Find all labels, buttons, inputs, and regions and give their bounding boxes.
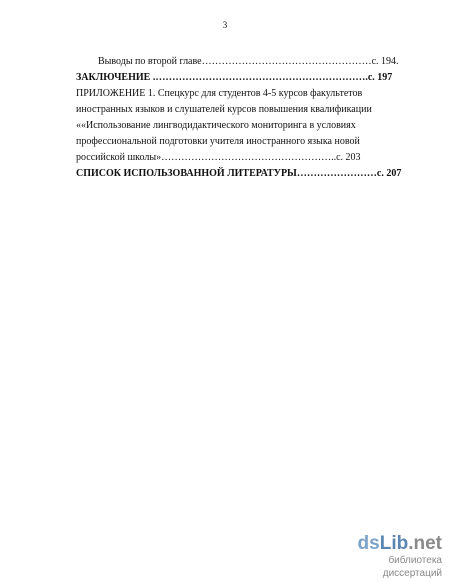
dslib-watermark-logo[interactable] [338, 534, 442, 580]
toc-line: ««Использование лингводидактического мониторинга в условиях [76, 120, 356, 131]
watermark-ds: ds [357, 533, 380, 554]
page-number: 3 [222, 20, 228, 30]
toc-line: ЗАКЛЮЧЕНИЕ .……………………………………………………….с. 197 [76, 72, 393, 83]
toc-line: ПРИЛОЖЕНИЕ 1. Спецкурс для студентов 4-5 курсов факультетов [76, 88, 363, 99]
toc-line: СПИСОК ИСПОЛЬЗОВАННОЙ ЛИТЕРАТУРЫ……………………с. 207 [76, 168, 402, 179]
watermark-tagline: библиотека диссертаций [382, 555, 442, 579]
watermark-brand [338, 534, 442, 554]
toc-line: российской школы»……………………………………………..с. 203 [76, 152, 361, 163]
watermark-net: .net [408, 533, 442, 554]
toc-line: Выводы по второй главе……………………………………………с. 194. [98, 56, 399, 67]
toc-line: профессиональной подготовки учителя иностранного языка новой [76, 136, 360, 147]
toc-line: иностранных языков и слушателей курсов повышения квалификации [76, 104, 372, 115]
table-of-contents [76, 54, 410, 182]
toc-entry-conclusion[interactable] [76, 70, 410, 86]
toc-entry-conclusions-chapter-2[interactable] [76, 54, 410, 70]
toc-entry-appendix-1[interactable] [76, 86, 410, 166]
toc-entry-bibliography[interactable] [76, 166, 410, 182]
watermark-lib: Lib [379, 533, 409, 554]
